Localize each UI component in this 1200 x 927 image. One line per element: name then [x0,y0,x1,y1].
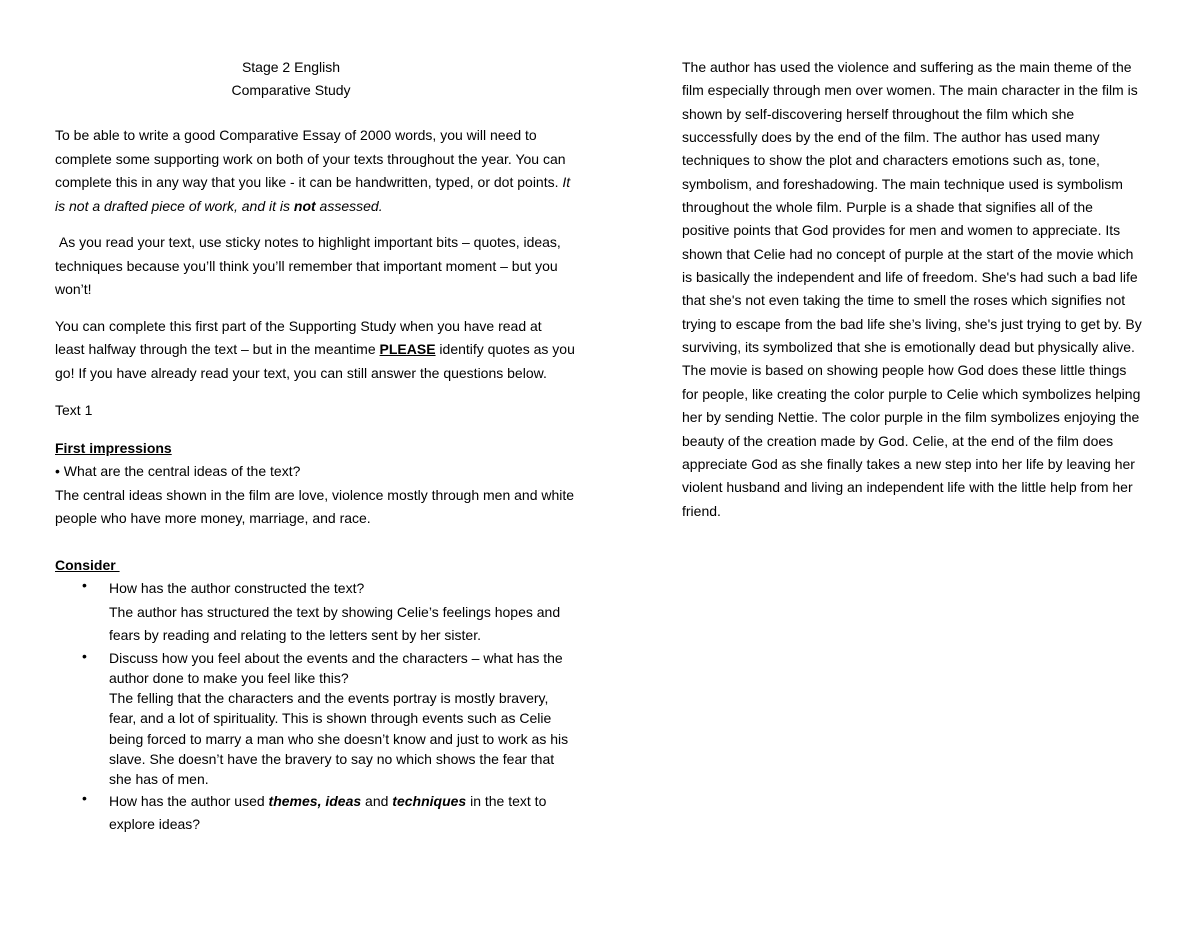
q3-before: How has the author used [109,792,269,809]
sticky-notes-paragraph: As you read your text, use sticky notes to highlight important bits – quotes, ideas, techniques because you’ll think you’ll remember that important moment – but you won’t! [55,234,565,297]
text-label: Text 1 [55,402,93,418]
consider-answer-2: The felling that the characters and the events portray is mostly bravery, fear, and a lot of spirituality. This is shown through events such as Celie being forced to marry a man who she doesn’t know and just to work as his slave. She doesn’t have the bravery to say no which shows the fear that she has of men. [109,690,569,788]
bullet-icon: • [82,789,87,806]
left-column [55,56,575,837]
bullet-icon: • [82,647,87,664]
bullet-icon: • [82,577,87,593]
intro-paragraph [55,124,575,218]
consider-item-1 [55,577,575,648]
consider-item-3 [55,790,575,837]
first-impressions-answer: The central ideas shown in the film are love, violence mostly through men and white people who have more money, marriage, and race. [55,486,575,526]
first-impressions-question: • What are the central ideas of the text? [55,463,301,479]
page-header [7,56,575,102]
first-impressions-heading-text: First impressions [55,439,172,456]
consider-question-1: How has the author constructed the text? [109,580,365,596]
consider-list [55,577,575,837]
first-impressions-heading [55,437,575,461]
consider-question-2: Discuss how you feel about the events and the characters – what has the author done to make you feel like this? [109,649,563,686]
consider-answer-1: The author has structured the text by showing Celie’s feelings hopes and fears by reading and relating to the letters sent by her sister. [109,603,561,643]
supporting-paragraph [55,315,575,386]
analysis-paragraph: The author has used the violence and suffering as the main theme of the film especially through men over women. The main character in the film is shown by self-discovering herself throughout the film which she successfully does by the end of the film. The author has used many techniques to show the plot and characters emotions such as, tone, symbolism, and foreshadowing. The main technique used is symbolism throughout the whole film. Purple is a shade that signifies all of the positive points that God provides for men and women to appreciate. Its shown that Celie had no concept of purple at the start of the movie which is basically the independent and life of freedom. She's had such a bad life that she's not even taking the time to smell the roses which signifies not trying to escape from the bad life she’s living, she's just trying to get by. By surviving, its symbolized that she is emotionally dead but physically alive. The movie is based on showing people how God does these little things for people, like creating the color purple to Celie which symbolizes helping her by sending Nettie. The color purple in the film symbolizes enjoying the beauty of the creation made by God. Celie, at the end of the film does appreciate God as she finally takes a new step into her life by leaving her violent husband and living an independent life with the little help from her friend. [682,59,1142,519]
q3-after: in the text to explore ideas? [109,792,547,833]
q3-and: and [361,792,393,809]
header-line-1: Stage 2 English [241,59,341,75]
right-column [682,56,1144,523]
intro-text: To be able to write a good Comparative Essay of 2000 words, you will need to complete some supporting work on both of your texts throughout the year. You can complete this in any way that you like - it can be handwritten, typed, or dot points. [55,127,566,190]
consider-question-3 [109,790,575,837]
q3-themes: themes, ideas [268,792,362,809]
supporting-before: You can complete this first part of the Supporting Study when you have read at least halfway through the text – but in the meantime [55,317,542,357]
consider-item-2 [55,648,575,790]
consider-heading [55,554,575,578]
consider-heading-text: Consider [55,556,120,573]
supporting-after: identify quotes as you go! If you have already read your text, you can still answer the questions below. [55,341,575,381]
intro-italic-bold: not [293,197,316,214]
header-line-2: Comparative Study [231,82,351,98]
intro-italic-suffix: assessed. [315,197,383,214]
intro-italic-prefix: It is not a drafted piece of work, and it is [55,174,571,214]
please-emphasis: PLEASE [379,341,436,357]
q3-techniques: techniques [392,792,467,809]
